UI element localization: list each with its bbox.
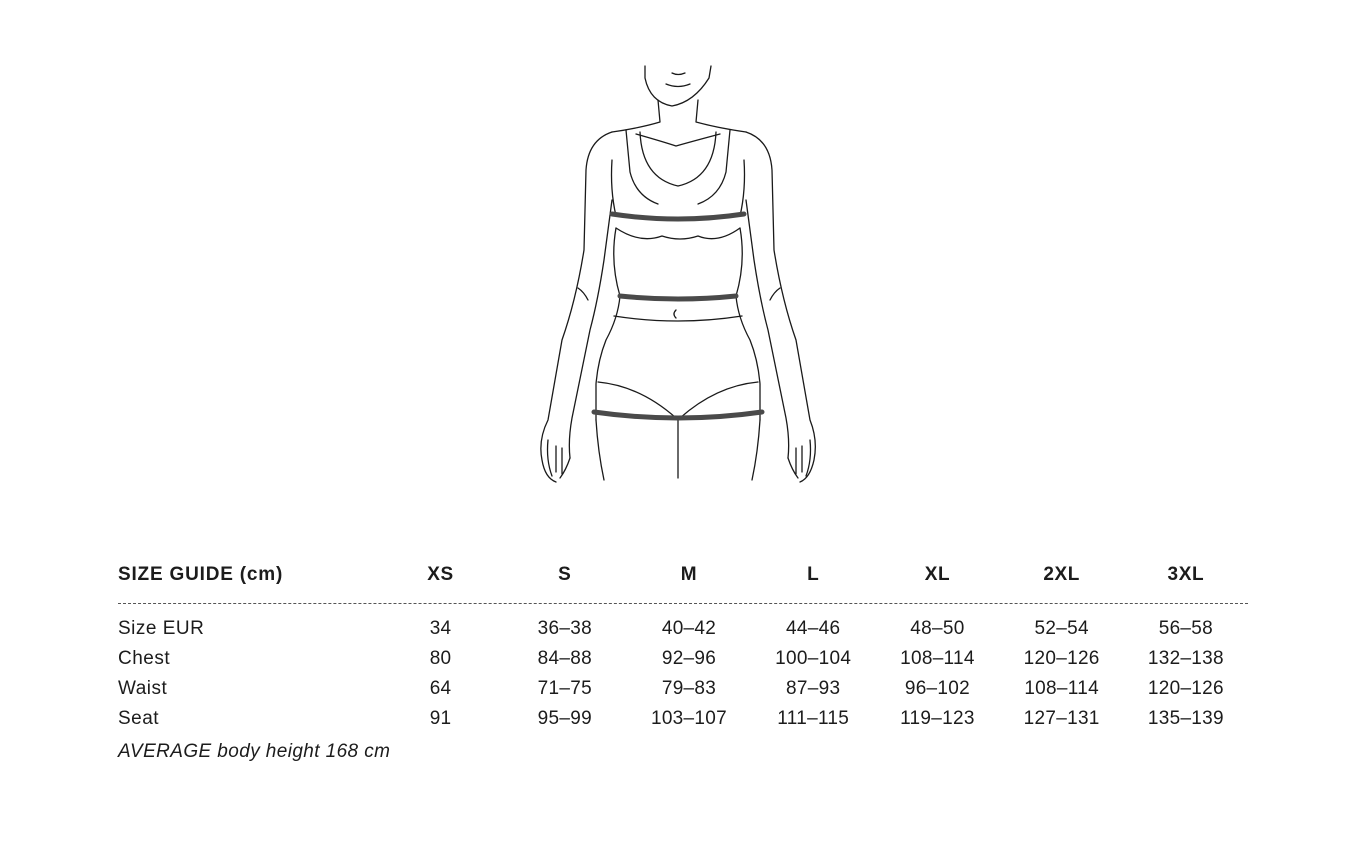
table-cell: 52–54	[1034, 618, 1089, 639]
table-cell: 127–131	[1023, 708, 1100, 729]
bra-side-right	[740, 160, 745, 216]
size-header-xs: XS	[427, 564, 454, 585]
size-header-l: L	[807, 564, 820, 585]
left-hand	[548, 440, 571, 478]
bra-neckline	[640, 132, 716, 186]
chest-measure-band	[612, 214, 744, 219]
table-cell: 108–114	[900, 648, 975, 669]
torso-right	[736, 228, 760, 420]
size-guide-title: SIZE GUIDE (cm)	[118, 564, 284, 585]
navel	[674, 310, 676, 318]
row-label: Size EUR	[118, 618, 205, 639]
table-row	[118, 644, 1248, 674]
table-row	[118, 704, 1248, 734]
table-cell: 135–139	[1147, 708, 1224, 729]
left-elbow	[578, 288, 588, 300]
table-cell: 84–88	[537, 648, 592, 669]
neck-right	[696, 100, 746, 132]
leg-left	[596, 420, 604, 480]
table-cell: 111–115	[777, 708, 850, 729]
size-header-3xl: 3XL	[1167, 564, 1205, 585]
mouth-outline	[666, 84, 690, 87]
average-height-note: AVERAGE body height 168 cm	[118, 741, 391, 762]
table-cell: 40–42	[661, 618, 717, 639]
size-header-xl: XL	[924, 564, 951, 585]
size-header-m: M	[680, 564, 698, 585]
right-arm-outer	[746, 132, 815, 482]
table-cell: 36–38	[537, 618, 592, 639]
table-cell: 80	[429, 648, 452, 669]
bra-right-strap	[698, 130, 730, 204]
table-cell: 120–126	[1147, 678, 1224, 699]
bra-underline	[616, 228, 740, 239]
table-cell: 71–75	[537, 678, 592, 699]
table-cell: 79–83	[661, 678, 717, 699]
header-divider-row	[118, 592, 1248, 614]
left-arm-outer	[541, 132, 612, 482]
table-cell: 132–138	[1147, 648, 1224, 669]
table-header-row	[118, 558, 1248, 592]
waist-measure-band	[620, 296, 736, 299]
table-cell: 56–58	[1158, 618, 1214, 639]
right-hand	[788, 440, 811, 478]
table-row	[118, 674, 1248, 704]
row-label: Chest	[118, 648, 171, 669]
collarbones	[636, 134, 720, 146]
size-header-2xl: 2XL	[1043, 564, 1080, 585]
table-cell: 34	[429, 618, 452, 639]
row-label: Seat	[118, 708, 160, 729]
size-guide-table	[118, 558, 1248, 734]
bra-left-strap	[626, 130, 658, 204]
table-cell: 95–99	[537, 708, 592, 729]
right-elbow	[770, 288, 780, 300]
bra-side-left	[612, 160, 617, 216]
briefs-waistband	[614, 316, 742, 321]
seat-measure-band	[594, 412, 762, 418]
body-measurement-figure-icon	[520, 60, 840, 492]
table-cell: 91	[429, 708, 452, 729]
leg-right	[752, 420, 760, 480]
dashed-divider	[118, 603, 1248, 604]
table-cell: 120–126	[1023, 648, 1100, 669]
row-label: Waist	[118, 678, 168, 699]
table-cell: 100–104	[775, 648, 852, 669]
table-cell: 96–102	[904, 678, 971, 699]
table-cell: 48–50	[910, 618, 965, 639]
neck-left	[612, 100, 660, 132]
table-cell: 119–123	[900, 708, 975, 729]
table-cell: 92–96	[661, 648, 717, 669]
left-arm-inner	[569, 200, 612, 458]
table-cell: 87–93	[786, 678, 841, 699]
table-cell: 103–107	[650, 708, 728, 729]
table-cell: 44–46	[786, 618, 841, 639]
lip-outline	[672, 73, 685, 75]
table-cell: 108–114	[1024, 678, 1099, 699]
table-cell: 64	[429, 678, 452, 699]
header-divider-cell	[118, 592, 1248, 614]
table-row	[118, 614, 1248, 644]
right-arm-inner	[746, 200, 789, 458]
size-header-s: S	[558, 564, 572, 585]
torso-left	[596, 228, 620, 420]
